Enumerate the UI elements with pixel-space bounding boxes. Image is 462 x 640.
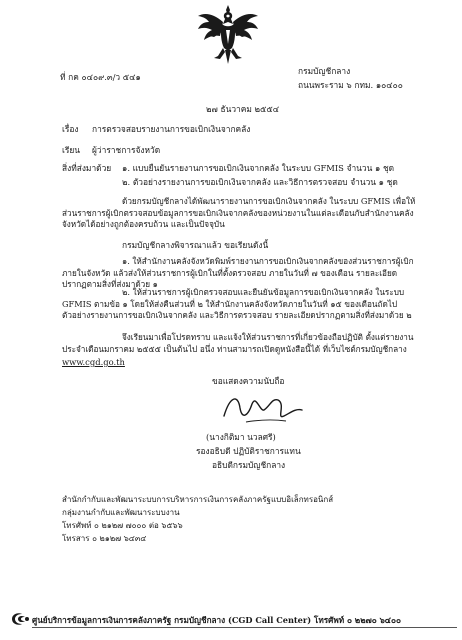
subject-text: การตรวจสอบรายงานการขอเบิกเงินจากคลัง bbox=[92, 124, 251, 134]
footer-divider bbox=[32, 627, 457, 628]
contact-division: กลุ่มงานกำกับและพัฒนาระบบงาน bbox=[62, 508, 180, 517]
closing-text: ขอแสดงความนับถือ bbox=[212, 376, 285, 386]
body-paragraph-3: จึงเรียนมาเพื่อโปรดทราบ และแจ้งให้ส่วนราชการที่เกี่ยวข้องถือปฏิบัติ ตั้งแต่รายงานประจำเดือนมกราคม ๒๕๕๕ เป็นต้นไป อนึ่ง ท่านสามารถเปิดดูหนังสือนี้ได้ ที่เว็บไซต์กรมบัญชีกลาง bbox=[62, 332, 414, 354]
footer-call-center: ศูนย์บริการข้อมูลการเงินการคลังภาครัฐ กรมบัญชีกลาง (CGD Call Center) โทรศัพท์ ๐ ๒๒๗๐ ๖๔๐๐ bbox=[32, 615, 401, 625]
body-paragraph-2-intro: กรมบัญชีกลางพิจารณาแล้ว ขอเรียนดังนี้ bbox=[122, 240, 269, 250]
doc-number: ที่ กค ๐๔๐๙.๓/ว ๕๔๑ bbox=[60, 72, 141, 82]
agency-name: กรมบัญชีกลาง bbox=[298, 66, 351, 76]
body-item-2: ๒. ให้ส่วนราชการผู้เบิกตรวจสอบและยืนยันข้อมูลการขอเบิกเงินจากคลัง ในระบบ GFMIS ตามข้อ ๑ โดยให้ส่งคืนส่วนที่ ๒ ให้สำนักงานคลังจังหวัดภายในวันที่ ๑๕ ของเดือนถัดไป ตัวอย่างรายงานการขอเบิกเงินจากคลัง และวิธีการตรวจสอบ รายละเอียดปรากฏตามสิ่งที่ส่งมาด้วย ๒ bbox=[62, 287, 412, 320]
document-date: ๒๗ ธันวาคม ๒๕๕๔ bbox=[206, 104, 280, 114]
contact-phone: โทรศัพท์ ๐ ๒๑๒๗ ๗๐๐๐ ต่อ ๖๕๖๖ bbox=[62, 521, 183, 530]
enclosures-label: สิ่งที่ส่งมาด้วย bbox=[62, 163, 112, 173]
body-item-1: ๑. ให้สำนักงานคลังจังหวัดพิมพ์รายงานการขอเบิกเงินจากคลังของส่วนราชการผู้เบิกภายในจังหวัด แล้วส่งให้ส่วนราชการผู้เบิกในที่ตั้งตรวจสอบ ภายในวันที่ ๗ ของเดือน รายละเอียดปรากฏตามสิ่งที่ส่งมาด้วย ๑ bbox=[62, 256, 414, 289]
recipient-text: ผู้ว่าราชการจังหวัด bbox=[92, 145, 161, 155]
enclosure-item: ๑. แบบยืนยันรายงานการขอเบิกเงินจากคลัง ในระบบ GFMIS จำนวน ๑ ชุด bbox=[122, 163, 395, 173]
enclosure-item: ๒. ตัวอย่างรายงานการขอเบิกเงินจากคลัง และวิธีการตรวจสอบ จำนวน ๑ ชุด bbox=[122, 177, 398, 187]
subject-label: เรื่อง bbox=[62, 124, 79, 134]
body-paragraph-1: ด้วยกรมบัญชีกลางได้พัฒนารายงานการขอเบิกเงินจากคลัง ในระบบ GFMIS เพื่อให้ส่วนราชการผู้เบิกตรวจสอบข้อมูลการขอเบิกเงินจากคลังของหน่วยงานในแต่ละเดือนกับสำนักงานคลังจังหวัดได้อย่างถูกต้องครบถ้วน และเป็นปัจจุบัน bbox=[62, 196, 416, 229]
signer-position-1: รองอธิบดี ปฏิบัติราชการแทน bbox=[196, 446, 301, 456]
agency-address: ถนนพระราม ๖ กทม. ๑๐๔๐๐ bbox=[298, 80, 403, 90]
signer-position-2: อธิบดีกรมบัญชีกลาง bbox=[212, 460, 286, 470]
recipient-label: เรียน bbox=[62, 145, 80, 155]
signer-name: (นางกิติมา นวลศรี) bbox=[206, 432, 276, 442]
contact-office: สำนักกำกับและพัฒนาระบบการบริหารการเงินการคลังภาครัฐแบบอิเล็กทรอนิกส์ bbox=[62, 495, 334, 504]
garuda-emblem-icon bbox=[196, 4, 260, 66]
website-link[interactable]: www.cgd.go.th bbox=[62, 357, 125, 367]
cgd-logo-icon bbox=[10, 611, 30, 627]
contact-fax: โทรสาร ๐ ๒๑๒๗ ๖๔๓๔ bbox=[62, 534, 147, 543]
handwritten-signature bbox=[216, 386, 306, 434]
